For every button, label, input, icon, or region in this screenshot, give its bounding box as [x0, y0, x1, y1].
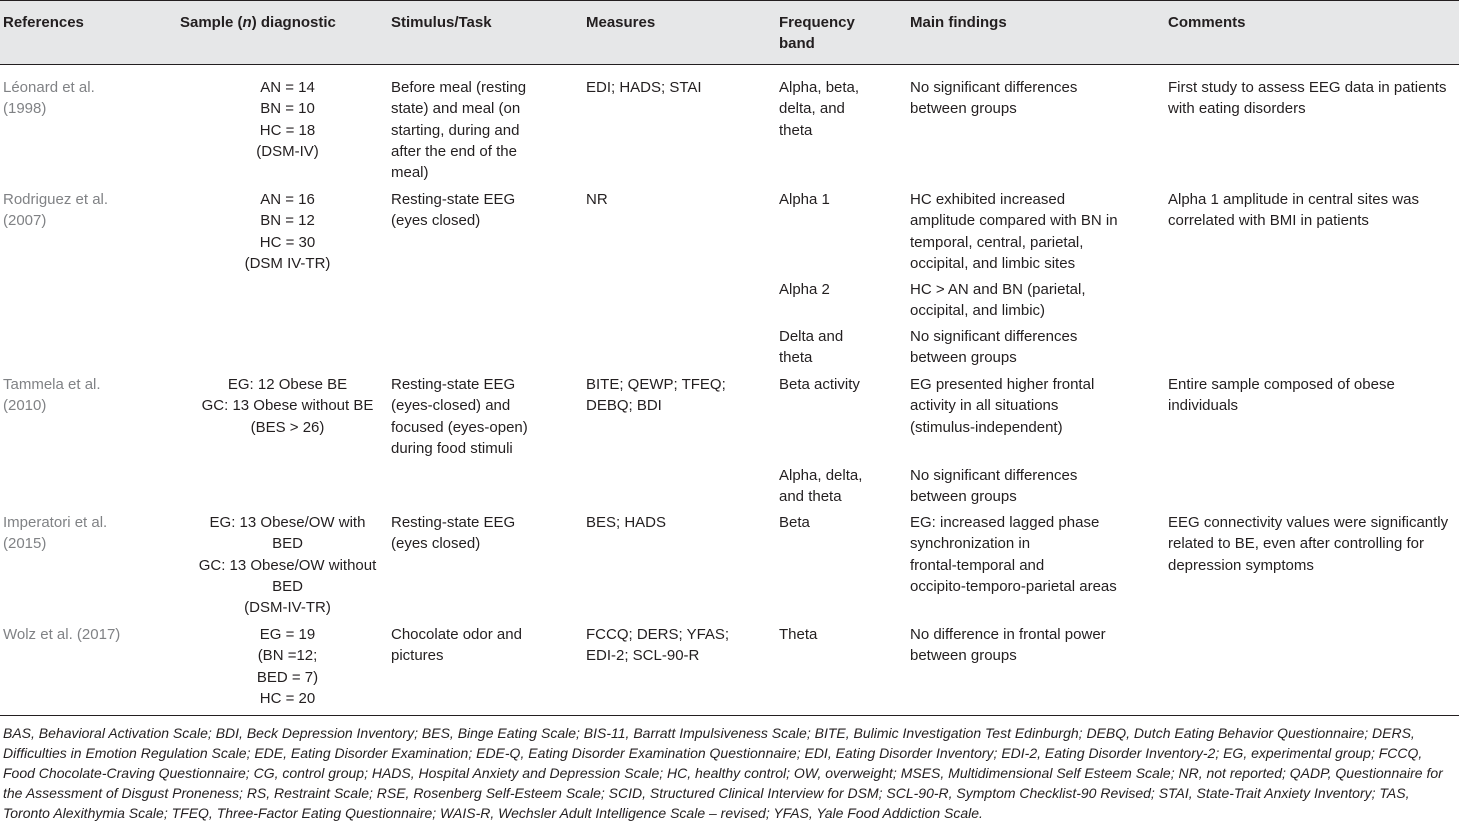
frequency-band-cell-line: Alpha 1 [779, 191, 830, 208]
sample-cell-line: BED [272, 577, 303, 595]
comments-cell [1168, 374, 1395, 417]
stimulus-cell-line: Chocolate odor and [391, 626, 522, 643]
comments-cell [1168, 77, 1446, 120]
main-finding-cell-line: No significant differences [910, 79, 1078, 96]
stimulus-cell-line: during food stimuli [391, 439, 513, 457]
measures-cell-line: DEBQ; BDI [586, 397, 662, 415]
comments-cell-line: with eating disorders [1168, 100, 1306, 118]
frequency-band-cell-line: Alpha 2 [779, 281, 830, 298]
sample-cell-line: BN = 12 [260, 212, 315, 230]
comments-cell-line: Alpha 1 amplitude in central sites was [1168, 191, 1419, 208]
frequency-band-cell [779, 189, 830, 210]
main-finding-cell-line: activity in all situations [910, 397, 1059, 415]
sample-cell-line: (BN =12; [257, 647, 318, 665]
measures-cell [586, 77, 702, 98]
main-finding-cell-line: between groups [910, 349, 1017, 367]
reference-line: Tammela et al. [3, 376, 101, 393]
frequency-band-cell [779, 465, 862, 508]
frequency-band-cell [779, 326, 843, 369]
header-measures: Measures [586, 14, 656, 31]
main-finding-cell [910, 326, 1077, 369]
sample-cell-line: AN = 14 [260, 79, 315, 96]
reference-line: (2007) [3, 212, 47, 230]
main-finding-cell-line: occipito-temporo-parietal areas [910, 577, 1117, 595]
frequency-band-cell [779, 374, 860, 395]
table-footnote: BAS, Behavioral Activation Scale; BDI, Beck Depression Inventory; BES, Binge Eating Scale; BIS-11, Barratt Impulsiveness Scale; BITE, Bulimic Investigation Test Edinburgh; DEBQ, Dutch Eating Behavior Questionnaire; DERS, Difficulties in Emotion Regulation Scale; EDE, Eating Disorder Examination; EDE-Q, Eating Disorder Examination Questionnaire; EDI, Eating Disorder Inventory; EDI-2, Eating Disorder Inventory-2; EG, experimental group; FCCQ, Food Chocolate-Craving Questionnaire; CG, control group; HADS, Hospital Anxiety and Depression Scale; HC, healthy control; OW, overweight; MSES, Multidimensional Self Esteem Scale; NR, not reported; QADP, Questionnaire for the Assessment of Disgust Proneness; RS, Restraint Scale; RSE, Rosenberg Self-Esteem Scale; SCID, Structured Clinical Interview for DSM; SCL-90-R, Symptom Checklist-90 Revised; STAI, State-Trait Anxiety Inventory; TAS, Toronto Alexithymia Scale; TFEQ, Three-Factor Eating Questionnaire; WAIS-R, Wechsler Adult Intelligence Scale – revised; YFAS, Yale Food Addiction Scale. [3, 725, 1443, 821]
main-finding-cell [910, 465, 1077, 508]
main-finding-cell-line: No difference in frontal power [910, 626, 1106, 643]
stimulus-cell-line: after the end of the [391, 142, 517, 160]
stimulus-cell [391, 374, 528, 459]
stimulus-cell-line: Resting-state EEG [391, 514, 516, 531]
sample-cell-line: (DSM-IV) [256, 142, 319, 160]
measures-cell [586, 624, 729, 667]
sample-cell [180, 189, 395, 274]
main-finding-cell-line: occipital, and limbic) [910, 302, 1046, 320]
frequency-band-cell-line: Theta [779, 626, 818, 643]
comments-cell-line: depression symptoms [1168, 556, 1314, 574]
frequency-band-cell-line: and theta [779, 488, 842, 506]
main-finding-cell-line: HC > AN and BN (parietal, [910, 281, 1086, 298]
measures-cell [586, 189, 608, 210]
reference-cell [3, 624, 120, 645]
main-finding-cell-line: synchronization in [910, 535, 1031, 553]
main-finding-cell-line: between groups [910, 647, 1017, 665]
stimulus-cell [391, 77, 526, 183]
main-finding-cell [910, 374, 1094, 438]
main-finding-cell-line: No significant differences [910, 328, 1078, 345]
stimulus-cell-line: (eyes closed) [391, 212, 481, 230]
stimulus-cell-line: (eyes closed) [391, 535, 481, 553]
reference-cell [3, 77, 95, 120]
main-finding-cell-line: No significant differences [910, 467, 1078, 484]
sample-cell-line: EG: 13 Obese/OW with [209, 514, 366, 531]
main-finding-cell-line: occipital, and limbic sites [910, 254, 1076, 272]
main-finding-cell-line: amplitude compared with BN in [910, 212, 1118, 230]
stimulus-cell-line: meal) [391, 164, 429, 182]
frequency-band-cell-line: Alpha, delta, [779, 467, 863, 484]
reference-cell [3, 374, 101, 417]
main-finding-cell-line: between groups [910, 100, 1017, 118]
sample-cell [180, 77, 395, 162]
main-finding-cell-line: temporal, central, parietal, [910, 233, 1084, 251]
comments-cell [1168, 512, 1448, 576]
frequency-band-cell-line: Delta and [779, 328, 844, 345]
reference-cell [3, 189, 108, 232]
frequency-band-cell-line: Beta activity [779, 376, 860, 393]
main-finding-cell [910, 77, 1077, 120]
measures-cell-line: BES; HADS [586, 514, 667, 531]
reference-line: (1998) [3, 100, 47, 118]
main-finding-cell-line: between groups [910, 488, 1017, 506]
header-stimulus: Stimulus/Task [391, 14, 492, 31]
comments-cell-line: First study to assess EEG data in patients [1168, 79, 1447, 96]
main-finding-cell-line: HC exhibited increased [910, 191, 1066, 208]
sample-cell-line: (DSM-IV-TR) [244, 599, 331, 617]
main-finding-cell-line: EG presented higher frontal [910, 376, 1095, 393]
stimulus-cell-line: (eyes-closed) and [391, 397, 511, 415]
header-references: References [3, 14, 84, 31]
sample-cell-line: (DSM IV-TR) [244, 254, 331, 272]
sample-cell [180, 374, 395, 438]
frequency-band-cell-line: Beta [779, 514, 810, 531]
frequency-band-cell [779, 512, 810, 533]
main-finding-cell-line: (stimulus-independent) [910, 418, 1063, 436]
main-finding-cell [910, 512, 1117, 597]
main-finding-cell [910, 189, 1118, 274]
frequency-band-cell [779, 77, 859, 141]
stimulus-cell-line: Before meal (resting [391, 79, 527, 96]
measures-cell-line: NR [586, 191, 608, 208]
sample-cell [180, 624, 395, 709]
sample-cell-line: EG = 19 [259, 626, 316, 643]
stimulus-cell [391, 624, 522, 667]
table-bottom-rule [0, 715, 1459, 716]
sample-cell-line: HC = 20 [259, 689, 316, 707]
sample-cell-line: BED = 7) [256, 668, 319, 686]
measures-cell-line: EDI; HADS; STAI [586, 79, 702, 96]
frequency-band-cell-line: theta [779, 121, 813, 139]
reference-line: (2015) [3, 535, 47, 553]
comments-cell-line: individuals [1168, 397, 1239, 415]
main-finding-cell [910, 279, 1086, 322]
main-finding-cell-line: EG: increased lagged phase [910, 514, 1100, 531]
comments-cell-line: correlated with BMI in patients [1168, 212, 1369, 230]
sample-cell-line: GC: 13 Obese/OW without [198, 556, 377, 574]
stimulus-cell-line: Resting-state EEG [391, 191, 516, 208]
main-finding-cell [910, 624, 1106, 667]
sample-cell-line: BED [272, 535, 303, 553]
header-findings: Main findings [910, 14, 1007, 31]
comments-cell [1168, 189, 1419, 232]
sample-cell [180, 512, 395, 618]
stimulus-cell [391, 189, 515, 232]
measures-cell-line: FCCQ; DERS; YFAS; [586, 626, 730, 643]
measures-cell-line: EDI-2; SCL-90-R [586, 647, 700, 665]
stimulus-cell-line: focused (eyes-open) [391, 418, 528, 436]
comments-cell-line: Entire sample composed of obese [1168, 376, 1395, 393]
table-header [0, 0, 1459, 65]
frequency-band-cell-line: delta, and [779, 100, 845, 118]
stimulus-cell-line: starting, during and [391, 121, 520, 139]
frequency-band-cell-line: theta [779, 349, 813, 367]
sample-cell-line: (BES > 26) [250, 418, 325, 436]
sample-cell-line: AN = 16 [260, 191, 315, 208]
stimulus-cell-line: state) and meal (on [391, 100, 521, 118]
frequency-band-cell [779, 624, 817, 645]
frequency-band-cell-line: Alpha, beta, [779, 79, 860, 96]
sample-cell-line: HC = 18 [259, 121, 316, 139]
measures-cell-line: BITE; QEWP; TFEQ; [586, 376, 726, 393]
stimulus-cell-line: pictures [391, 647, 444, 665]
stimulus-cell [391, 512, 515, 555]
reference-cell [3, 512, 107, 555]
comments-cell-line: related to BE, even after controlling for [1168, 535, 1424, 553]
measures-cell [586, 512, 666, 533]
reference-line: Léonard et al. [3, 79, 95, 96]
header-sample: Sample (n) diagnostic [180, 14, 336, 31]
comments-cell-line: EEG connectivity values were significantly [1168, 514, 1449, 531]
reference-line: (2010) [3, 397, 47, 415]
header-frequency: Frequency band [779, 14, 855, 52]
stimulus-cell-line: Resting-state EEG [391, 376, 516, 393]
sample-cell-line: HC = 30 [259, 233, 316, 251]
reference-line: Imperatori et al. [3, 514, 108, 531]
sample-cell-line: EG: 12 Obese BE [227, 376, 348, 393]
frequency-band-cell [779, 279, 830, 300]
sample-cell-line: GC: 13 Obese without BE [201, 397, 374, 415]
measures-cell [586, 374, 726, 417]
header-comments: Comments [1168, 14, 1246, 31]
sample-cell-line: BN = 10 [260, 100, 315, 118]
reference-line: Wolz et al. (2017) [3, 626, 121, 643]
reference-line: Rodriguez et al. [3, 191, 109, 208]
main-finding-cell-line: frontal-temporal and [910, 556, 1045, 574]
